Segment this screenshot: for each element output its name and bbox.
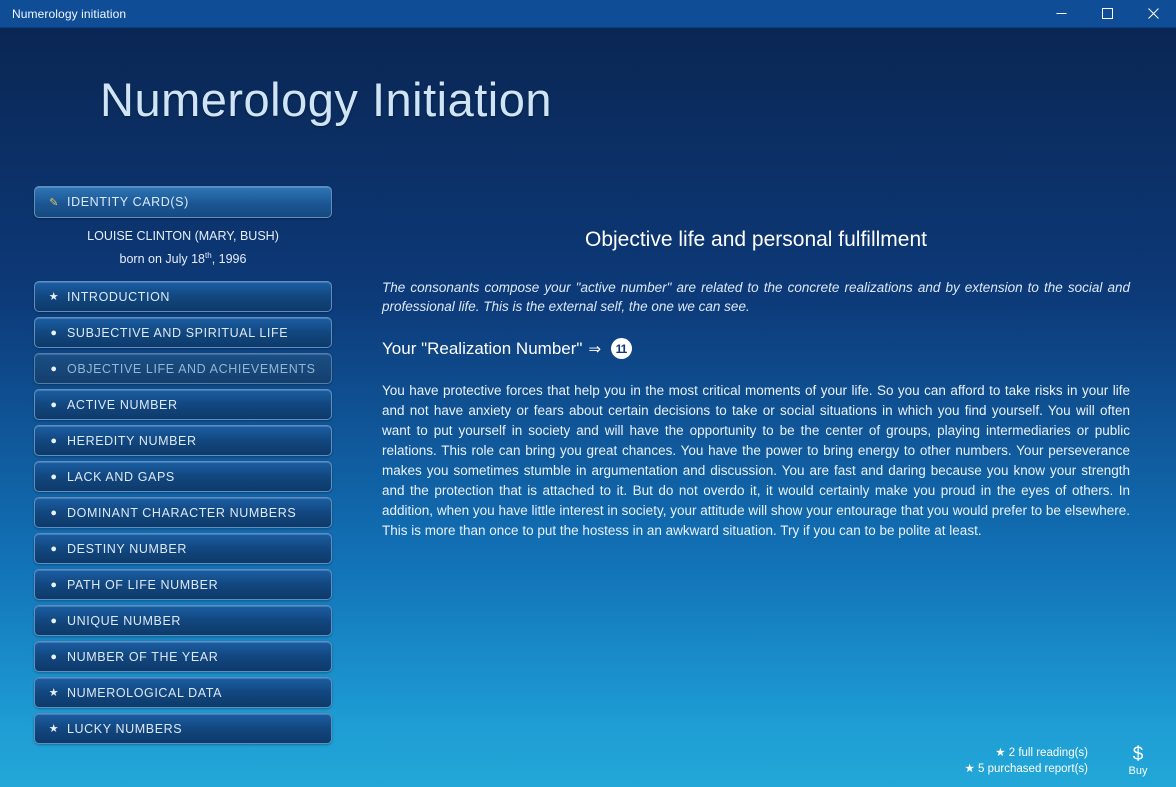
identity-birth-prefix: born on July 18 <box>119 252 206 267</box>
section-intro-text: The consonants compose your "active number" are related to the concrete realizations and by extension to the social and professional life. This is the external self, the one we can see. <box>382 280 1130 314</box>
sidebar-item-active-number[interactable] <box>34 389 332 420</box>
sidebar-item-path-of-life-number[interactable] <box>34 569 332 600</box>
close-button[interactable] <box>1130 0 1176 28</box>
sidebar-item-label: NUMBER OF THE YEAR <box>67 649 219 664</box>
main-panel <box>382 228 1130 541</box>
sidebar-item-objective-life-and-achievements[interactable] <box>34 353 332 384</box>
star-icon: ★ <box>48 291 60 304</box>
dot-icon: ● <box>50 362 58 375</box>
buy-button[interactable] <box>1114 745 1162 777</box>
sidebar-item-introduction[interactable] <box>34 281 332 312</box>
sidebar-item-label: DOMINANT CHARACTER NUMBERS <box>67 505 297 520</box>
dot-icon: ● <box>50 434 58 447</box>
section-title: Objective life and personal fulfillment <box>584 228 927 251</box>
minimize-icon <box>1056 8 1067 19</box>
dot-icon: ● <box>50 398 58 411</box>
full-readings-count: ★ 2 full reading(s) <box>995 747 1088 759</box>
star-icon: ★ <box>48 687 60 700</box>
sidebar-item-label: DESTINY NUMBER <box>67 541 187 556</box>
sidebar-item-label: ACTIVE NUMBER <box>67 397 178 412</box>
sidebar-item-label: IDENTITY CARD(S) <box>67 195 189 209</box>
dot-icon: ● <box>50 650 58 663</box>
sidebar-item-label: INTRODUCTION <box>67 289 171 304</box>
sidebar-item-numerological-data[interactable] <box>34 677 332 708</box>
pencil-icon: ✎ <box>49 196 59 209</box>
dot-icon: ● <box>50 614 58 627</box>
close-icon <box>1148 8 1159 19</box>
sidebar-item-label: HEREDITY NUMBER <box>67 433 197 448</box>
sidebar-item-lack-and-gaps[interactable] <box>34 461 332 492</box>
dot-icon: ● <box>50 578 58 591</box>
buy-button-label: Buy <box>1128 765 1148 777</box>
footer-bar <box>0 735 1176 787</box>
identity-birth-sup: th <box>205 251 212 260</box>
sidebar <box>34 186 332 749</box>
dot-icon: ● <box>50 506 58 519</box>
dollar-icon: $ <box>1132 744 1144 765</box>
arrow-icon: ⇒ <box>588 340 602 358</box>
sidebar-item-label: SUBJECTIVE AND SPIRITUAL LIFE <box>67 325 289 340</box>
purchased-reports-count: ★ 5 purchased report(s) <box>964 763 1088 775</box>
sidebar-item-subjective-and-spiritual-life[interactable] <box>34 317 332 348</box>
identity-name: LOUISE CLINTON (MARY, BUSH) <box>87 229 279 243</box>
page-title: Numerology Initiation <box>100 73 552 126</box>
identity-birth-suffix: , 1996 <box>211 252 247 267</box>
sidebar-item-label: LACK AND GAPS <box>67 469 175 484</box>
sidebar-item-unique-number[interactable] <box>34 605 332 636</box>
sidebar-item-label: OBJECTIVE LIFE AND ACHIEVEMENTS <box>67 361 316 376</box>
sidebar-item-label: LUCKY NUMBERS <box>67 721 183 736</box>
sidebar-item-label: NUMEROLOGICAL DATA <box>67 685 223 700</box>
sidebar-item-number-of-the-year[interactable] <box>34 641 332 672</box>
realization-number-row <box>382 338 1130 359</box>
identity-summary <box>34 227 332 269</box>
maximize-button[interactable] <box>1084 0 1130 28</box>
sidebar-item-label: PATH OF LIFE NUMBER <box>67 577 219 592</box>
dot-icon: ● <box>50 470 58 483</box>
footer-stats <box>965 745 1088 777</box>
sidebar-item-label: UNIQUE NUMBER <box>67 613 182 628</box>
dot-icon: ● <box>50 326 58 339</box>
sidebar-item-destiny-number[interactable] <box>34 533 332 564</box>
sidebar-item-identity-cards[interactable] <box>34 186 332 218</box>
content-area <box>0 28 1176 787</box>
dot-icon: ● <box>50 542 58 555</box>
identity-birth <box>34 246 332 269</box>
sidebar-item-dominant-character-numbers[interactable] <box>34 497 332 528</box>
realization-number-label: Your "Realization Number" <box>382 338 583 358</box>
sidebar-item-heredity-number[interactable] <box>34 425 332 456</box>
title-bar <box>0 0 1176 28</box>
minimize-button[interactable] <box>1038 0 1084 28</box>
maximize-icon <box>1102 8 1113 19</box>
star-icon: ★ <box>48 723 60 736</box>
window-title: Numerology initiation <box>12 6 127 21</box>
realization-number-value: 11 <box>611 338 632 359</box>
section-body-text: You have protective forces that help you in the most critical moments of your life. So you can afford to take risks in your life and not have anxiety or fears about certain decisions to take or social situations in which you find yourself. You will often want to put yourself in society and will have the opportunity to be the center of groups, playing intermediaries or public relations. This role can bring you great chances. You have the power to bring energy to other numbers. Your perseverance makes you sometimes stumble in argumentation and discussion. You are fast and daring because you know your strength and the protection that is attached to it. But do not overdo it, it would certainly make you proud in the eyes of others. In addition, when you have little interest in society, your attitude will show your entourage that you would prefer to be elsewhere. This is more than once to put the hostess in an awkward situation. Try if you can to be polite at least. <box>382 383 1130 538</box>
